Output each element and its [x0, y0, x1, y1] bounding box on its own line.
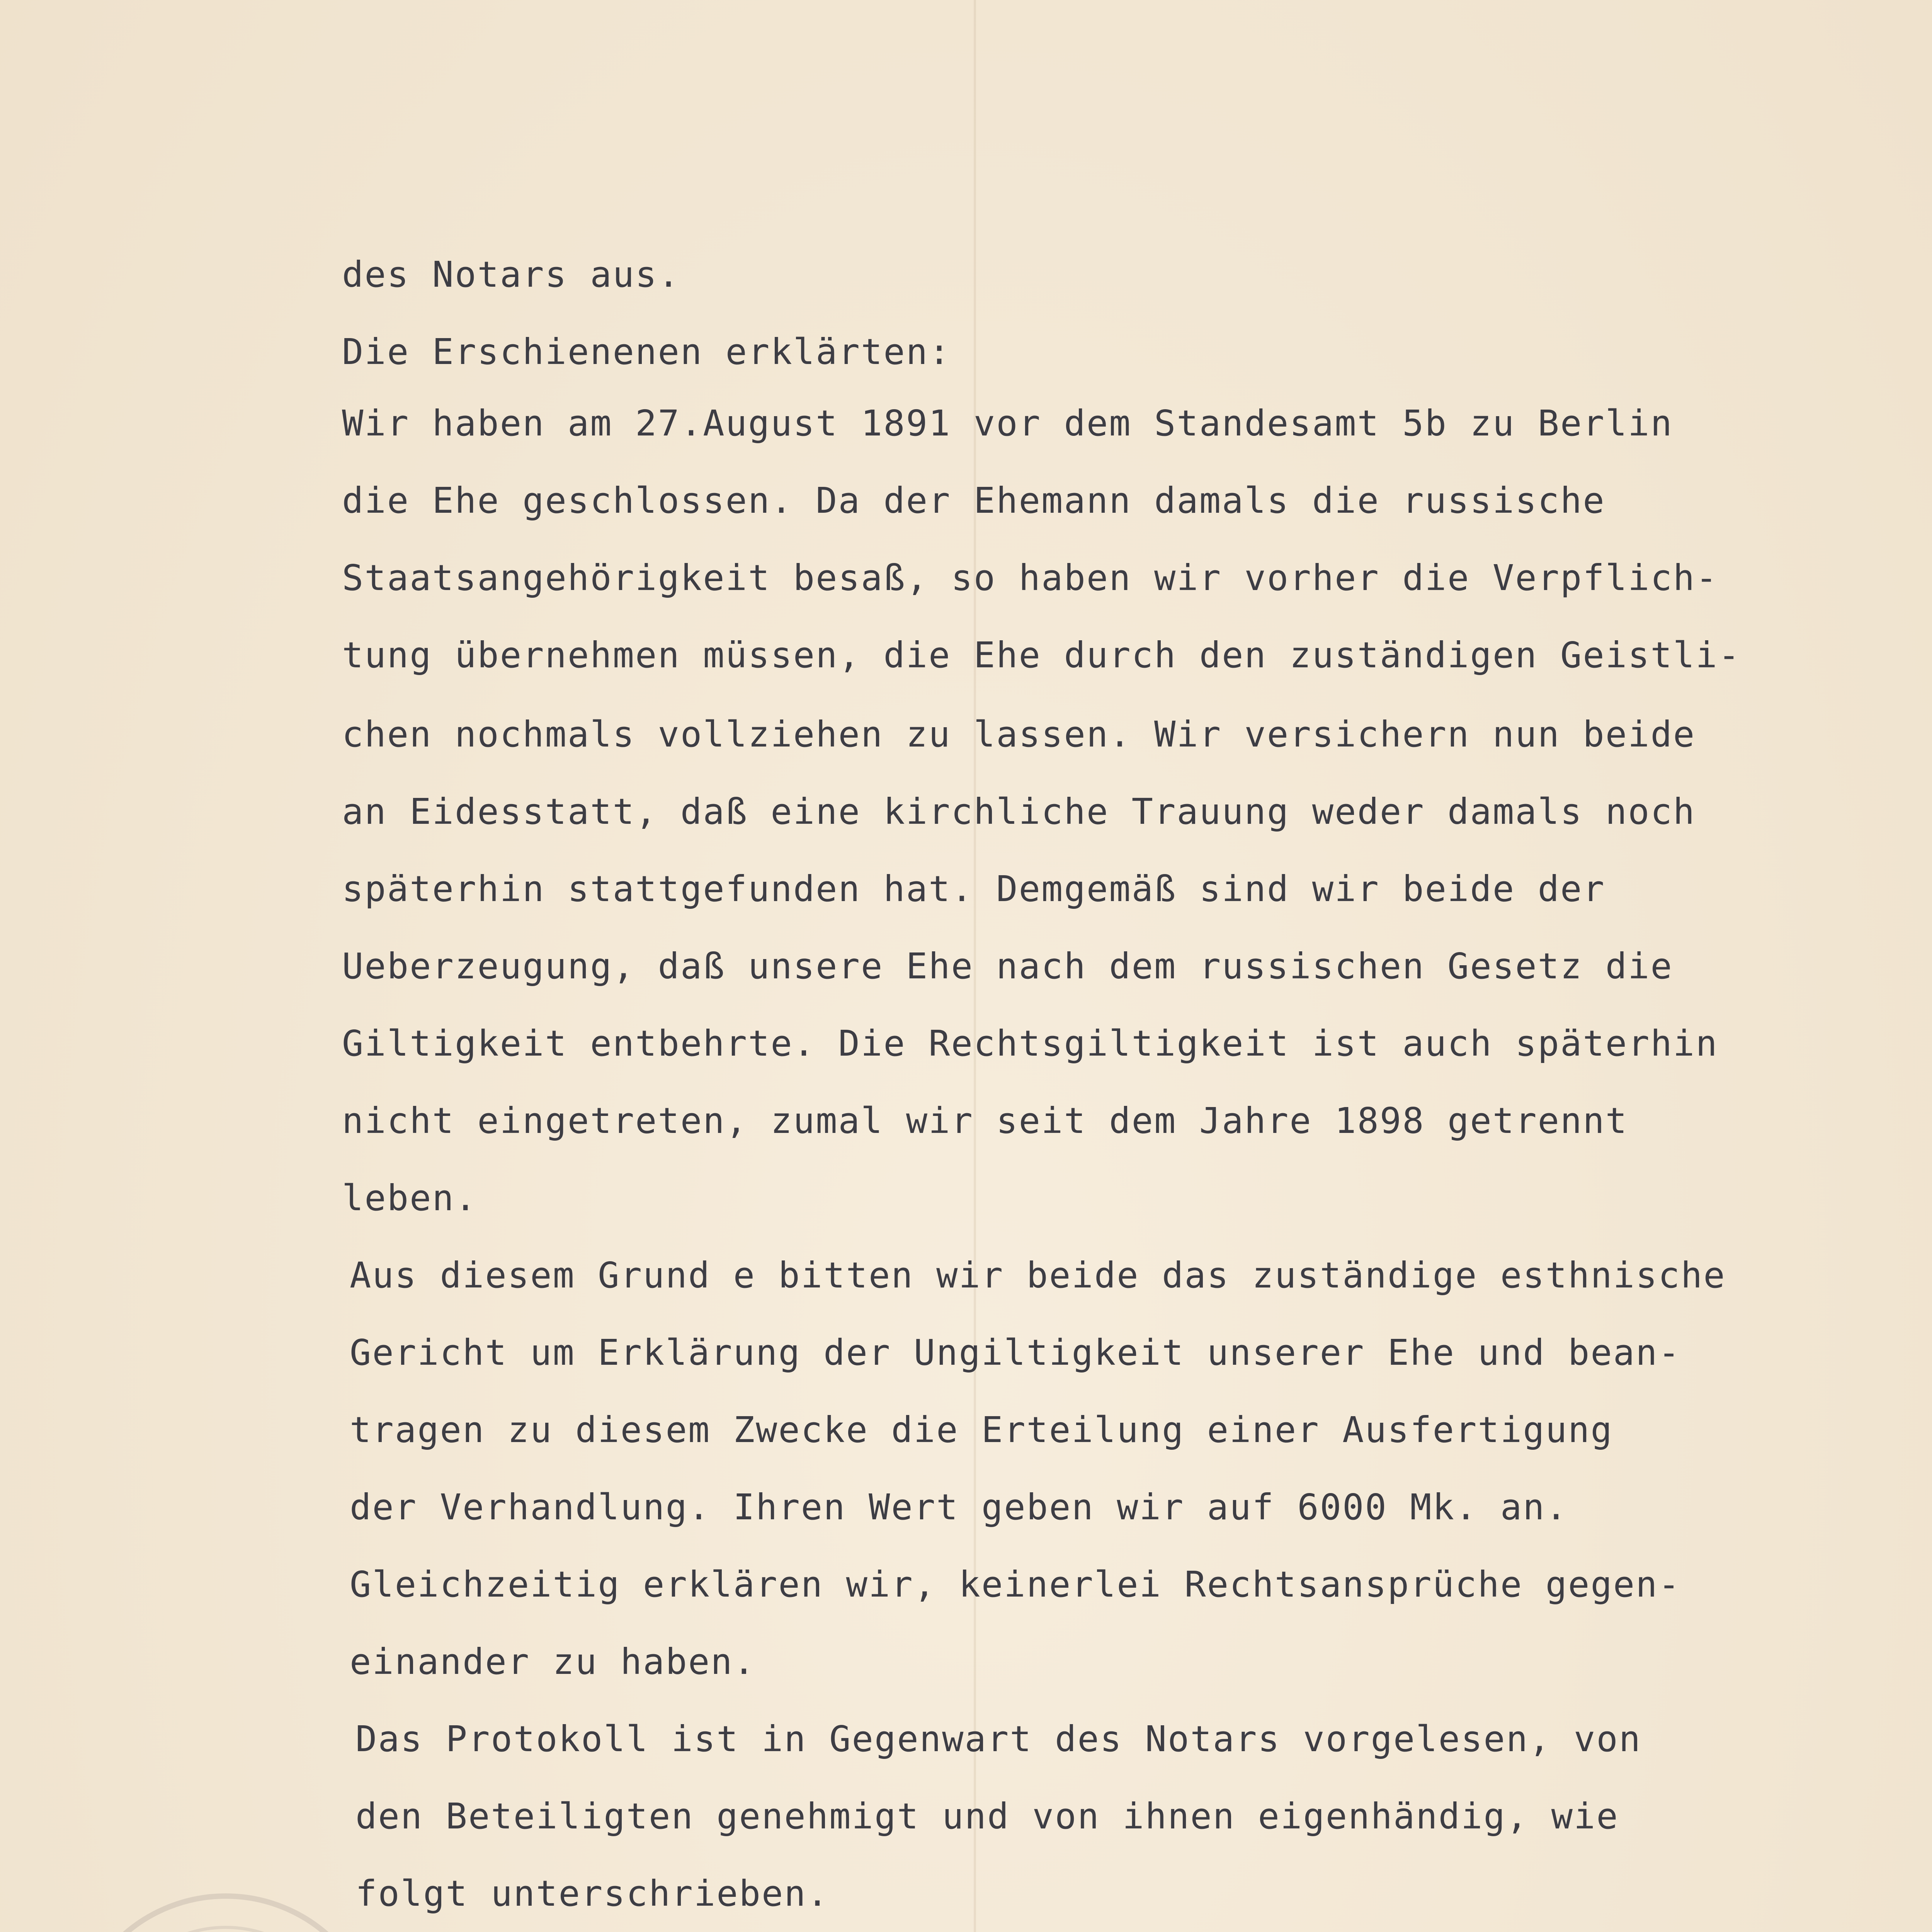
body-line: des Notars aus.: [342, 254, 680, 295]
body-line: Gleichzeitig erklären wir, keinerlei Rechtsansprüche gegen-: [350, 1564, 1681, 1605]
body-line: leben.: [342, 1177, 478, 1219]
body-line: Die Erschienenen erklärten:: [342, 331, 951, 372]
body-line: folgt unterschrieben.: [355, 1873, 830, 1914]
body-line: tragen zu diesem Zwecke die Erteilung einer Ausfertigung: [350, 1409, 1613, 1451]
body-line: späterhin stattgefunden hat. Demgemäß sind wir beide der: [342, 868, 1605, 910]
body-line: Wir haben am 27.August 1891 vor dem Standesamt 5b zu Berlin: [342, 403, 1673, 444]
body-line: den Beteiligten genehmigt und von ihnen eigenhändig, wie: [355, 1796, 1619, 1837]
body-line: tung übernehmen müssen, die Ehe durch den zuständigen Geistli-: [342, 634, 1741, 676]
body-line: Staatsangehörigkeit besaß, so haben wir vorher die Verpflich-: [342, 557, 1718, 599]
body-line: die Ehe geschlossen. Da der Ehemann damals die russische: [342, 480, 1605, 521]
body-line: Gericht um Erklärung der Ungiltigkeit unserer Ehe und bean-: [350, 1332, 1681, 1373]
body-line: Giltigkeit entbehrte. Die Rechtsgiltigkeit ist auch späterhin: [342, 1023, 1718, 1064]
body-line: Das Protokoll ist in Gegenwart des Notars vorgelesen, von: [355, 1718, 1642, 1760]
body-line: Ueberzeugung, daß unsere Ehe nach dem russischen Gesetz die: [342, 946, 1673, 987]
faded-stamp: [70, 1893, 382, 1932]
body-line: nicht eingetreten, zumal wir seit dem Jahre 1898 getrennt: [342, 1100, 1628, 1141]
body-line: Aus diesem Grund e bitten wir beide das zuständige esthnische: [350, 1255, 1726, 1296]
body-line: einander zu haben.: [350, 1641, 756, 1682]
body-line: chen nochmals vollziehen zu lassen. Wir versichern nun beide: [342, 714, 1696, 755]
body-line: an Eidesstatt, daß eine kirchliche Trauung weder damals noch: [342, 791, 1696, 832]
body-line: der Verhandlung. Ihren Wert geben wir auf 6000 Mk. an.: [350, 1486, 1568, 1528]
